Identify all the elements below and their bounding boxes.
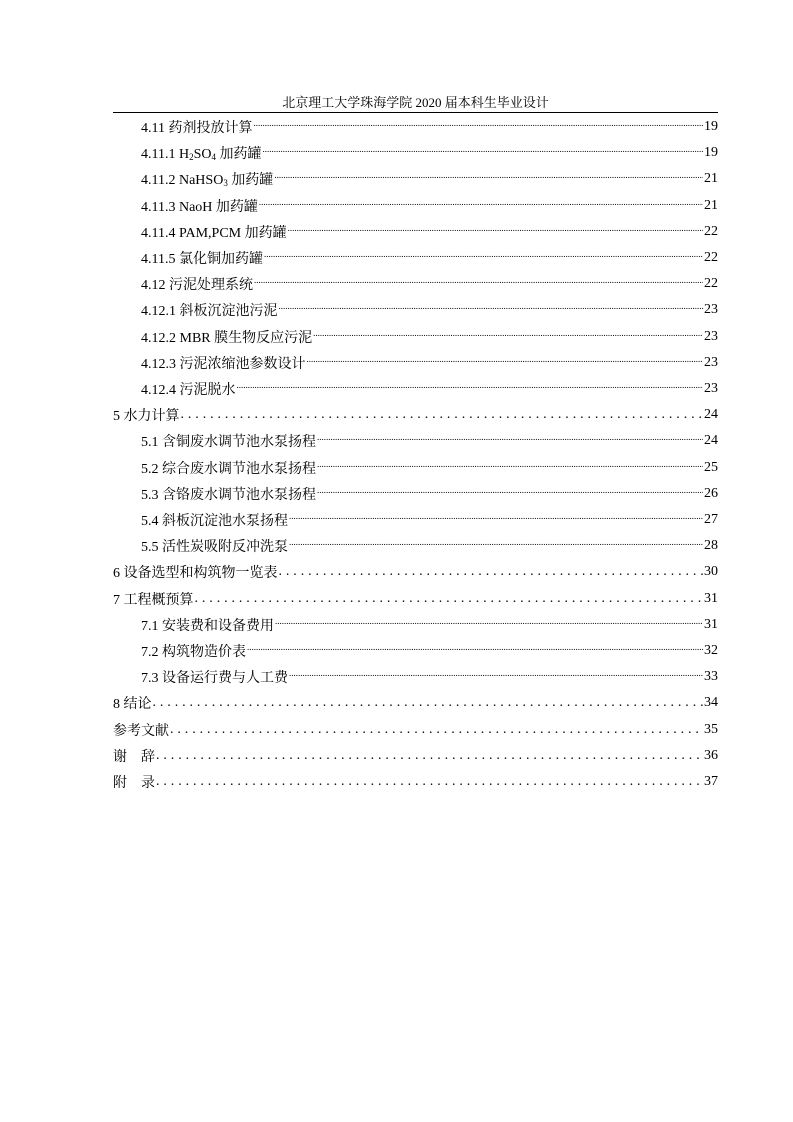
toc-entry[interactable] bbox=[141, 376, 718, 402]
toc-entry-title: 谢 辞 bbox=[113, 749, 155, 765]
toc-page-number: 23 bbox=[704, 302, 718, 318]
toc-dot-leader bbox=[263, 140, 704, 166]
toc-entry-title: 参考文献 bbox=[113, 723, 169, 739]
toc-page-number: 28 bbox=[704, 538, 718, 554]
toc-dot-leader bbox=[181, 402, 704, 428]
toc-dot-leader bbox=[274, 166, 703, 192]
toc-entry[interactable] bbox=[141, 481, 718, 507]
toc-entry-title bbox=[141, 143, 262, 163]
toc-page-number: 22 bbox=[704, 276, 718, 292]
toc-entry[interactable] bbox=[141, 428, 718, 454]
toc-entry-subscript: 4 bbox=[211, 152, 216, 163]
toc-entry[interactable] bbox=[113, 769, 718, 795]
toc-entry-title: 4.12.2 MBR 膜生物反应污泥 bbox=[141, 330, 313, 346]
toc-entry[interactable] bbox=[141, 350, 718, 376]
toc-entry[interactable] bbox=[141, 533, 718, 559]
toc-dot-leader bbox=[253, 114, 703, 140]
toc-entry-title: 4.11 药剂投放计算 bbox=[141, 121, 253, 136]
toc-entry-title: 4.12.3 污泥浓缩池参数设计 bbox=[141, 356, 306, 372]
toc-page-number: 37 bbox=[704, 774, 718, 789]
toc-entry-title: 7.3 设备运行费与人工费 bbox=[141, 671, 288, 687]
toc-dot-leader bbox=[317, 481, 703, 507]
toc-dot-leader bbox=[254, 271, 703, 297]
toc-page-number: 27 bbox=[704, 512, 718, 527]
toc-entry-title-part: 加药罐 bbox=[216, 147, 262, 163]
toc-page-number: 22 bbox=[704, 250, 718, 265]
toc-dot-leader bbox=[313, 324, 703, 350]
toc-entry-title: 4.11.3 NaoH 加药罐 bbox=[141, 199, 258, 215]
toc-entry-title-part: 加药罐 bbox=[227, 173, 274, 189]
toc-entry-title: 4.11.4 PAM,PCM 加药罐 bbox=[141, 225, 287, 241]
toc-dot-leader bbox=[156, 769, 703, 795]
toc-page-number: 36 bbox=[704, 747, 718, 763]
toc-dot-leader bbox=[307, 350, 704, 376]
toc-page-number: 31 bbox=[704, 616, 718, 632]
toc-entry[interactable] bbox=[113, 743, 718, 769]
toc-dot-leader bbox=[156, 743, 703, 769]
toc-entry-subscript: 2 bbox=[189, 152, 194, 163]
toc-entry[interactable] bbox=[141, 612, 718, 638]
toc-page-number: 24 bbox=[704, 433, 718, 449]
toc-dot-leader bbox=[275, 612, 703, 638]
toc-page-number: 32 bbox=[704, 643, 718, 658]
toc-page-number: 31 bbox=[704, 590, 718, 606]
toc-dot-leader bbox=[289, 507, 703, 533]
page-header: 北京理工大学珠海学院 2020 届本科生毕业设计 bbox=[282, 95, 549, 110]
toc-entry[interactable] bbox=[113, 559, 718, 585]
toc-entry-title: 7.2 构筑物造价表 bbox=[141, 645, 246, 660]
toc-entry-title: 5.3 含铬废水调节池水泵扬程 bbox=[141, 487, 316, 503]
toc-entry-title-part: 4.11.1 H bbox=[141, 147, 190, 163]
toc-entry[interactable] bbox=[141, 638, 718, 664]
toc-page-number: 21 bbox=[704, 197, 718, 213]
toc-dot-leader bbox=[289, 533, 703, 559]
toc-entry-title: 5 水力计算 bbox=[113, 409, 180, 425]
toc-page-number: 34 bbox=[704, 695, 718, 711]
toc-entry-title: 6 设备选型和构筑物一览表 bbox=[113, 566, 278, 582]
toc-entry-title: 4.12 污泥处理系统 bbox=[141, 278, 253, 294]
toc-dot-leader bbox=[264, 245, 703, 271]
toc-entry-title: 5.1 含铜废水调节池水泵扬程 bbox=[141, 435, 316, 451]
toc-page-number: 19 bbox=[704, 119, 718, 134]
toc-entry[interactable] bbox=[141, 271, 718, 297]
toc-entry-title: 附 录 bbox=[113, 776, 155, 791]
header-rule bbox=[113, 112, 718, 113]
toc-entry-title: 7 工程概预算 bbox=[113, 592, 194, 608]
toc-dot-leader bbox=[153, 690, 704, 716]
toc-entry-title: 7.1 安装费和设备费用 bbox=[141, 618, 274, 634]
toc-entry[interactable] bbox=[113, 717, 718, 743]
toc-dot-leader bbox=[289, 664, 703, 690]
toc-entry-title: 4.12.4 污泥脱水 bbox=[141, 383, 236, 398]
toc-dot-leader bbox=[279, 297, 704, 323]
toc-entry-title: 4.11.5 氯化铜加药罐 bbox=[141, 252, 263, 267]
toc-dot-leader bbox=[259, 193, 703, 219]
toc-entry-title: 5.4 斜板沉淀池水泵扬程 bbox=[141, 514, 288, 529]
toc-page-number: 35 bbox=[704, 721, 718, 737]
toc-entry[interactable] bbox=[141, 245, 718, 271]
toc-dot-leader bbox=[237, 376, 704, 402]
toc-page-number: 22 bbox=[704, 223, 718, 239]
toc-dot-leader bbox=[247, 638, 703, 664]
toc-page-number: 33 bbox=[704, 669, 718, 685]
toc-entry[interactable] bbox=[113, 586, 718, 612]
toc-entry-title: 4.12.1 斜板沉淀池污泥 bbox=[141, 304, 278, 320]
toc-entry[interactable] bbox=[113, 690, 718, 716]
toc-page-number: 24 bbox=[704, 407, 718, 423]
toc-entry-title bbox=[141, 169, 273, 189]
toc-dot-leader bbox=[317, 428, 703, 454]
toc-entry[interactable] bbox=[141, 455, 718, 481]
toc-entry[interactable] bbox=[113, 402, 718, 428]
toc-entry-title: 8 结论 bbox=[113, 697, 152, 713]
toc-entry-title-part: 4.11.2 NaHSO bbox=[141, 173, 224, 189]
toc-entry[interactable] bbox=[141, 140, 718, 166]
toc-page-number: 26 bbox=[704, 485, 718, 501]
toc-entry[interactable] bbox=[141, 114, 718, 140]
toc-page-number: 23 bbox=[704, 354, 718, 370]
toc-page-number: 25 bbox=[704, 459, 718, 475]
toc-entry[interactable] bbox=[141, 507, 718, 533]
toc-page-number: 21 bbox=[704, 171, 718, 187]
toc-entry[interactable] bbox=[141, 297, 718, 323]
toc-entry-subscript: 3 bbox=[223, 178, 228, 189]
toc-entry[interactable] bbox=[141, 193, 718, 219]
toc-page-number: 23 bbox=[704, 381, 718, 396]
toc-page-number: 30 bbox=[704, 564, 718, 580]
toc-entry[interactable] bbox=[141, 166, 718, 192]
toc-dot-leader bbox=[279, 559, 704, 585]
toc-entry[interactable] bbox=[141, 324, 718, 350]
toc-entry[interactable] bbox=[141, 664, 718, 690]
toc-entry-title: 5.2 综合废水调节池水泵扬程 bbox=[141, 461, 316, 477]
toc-dot-leader bbox=[317, 455, 703, 481]
toc-page-number: 23 bbox=[704, 328, 718, 344]
toc-entry[interactable] bbox=[141, 219, 718, 245]
toc-entry-title-part: SO bbox=[193, 147, 212, 163]
toc-dot-leader bbox=[170, 717, 703, 743]
toc-entry-title: 5.5 活性炭吸附反冲洗泵 bbox=[141, 540, 288, 556]
toc-dot-leader bbox=[195, 586, 704, 612]
toc-page-number: 19 bbox=[704, 145, 718, 161]
toc-dot-leader bbox=[288, 219, 703, 245]
